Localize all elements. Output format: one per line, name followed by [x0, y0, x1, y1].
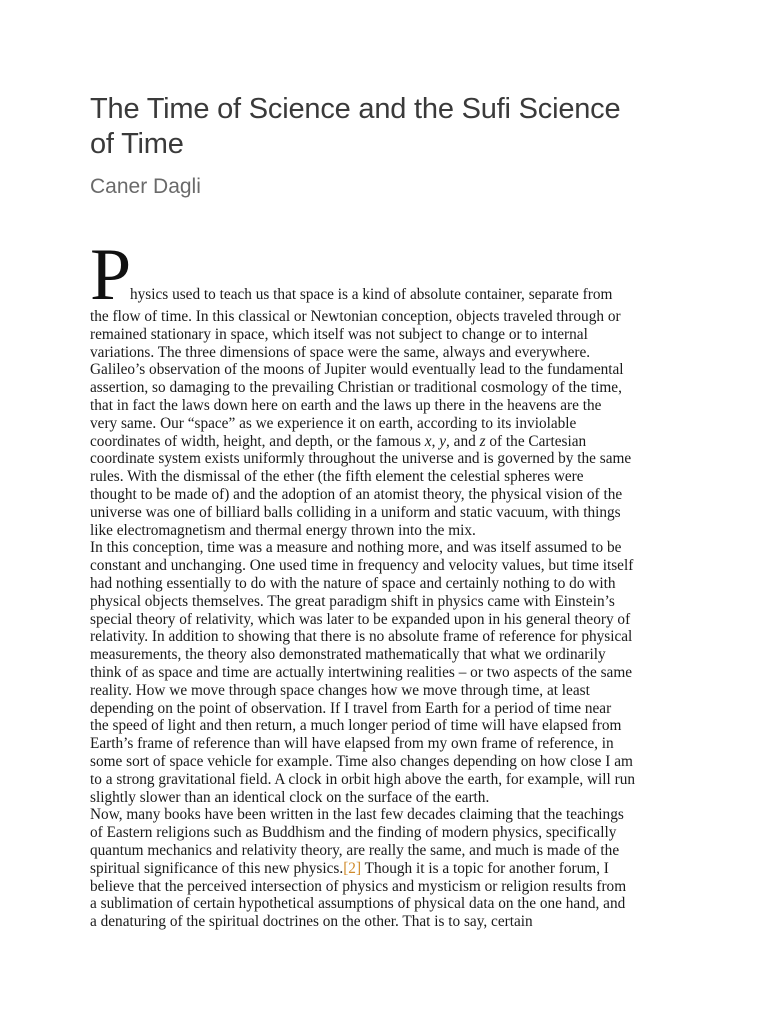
text-line: coordinates of width, height, and depth, or the famous x, y, and z of the Cartesian — [90, 432, 587, 450]
text-line: some sort of space vehicle for example. Time also changes depending on how close I am — [90, 752, 633, 770]
text-line: measurements, the theory also demonstrated mathematically that what we ordinarily — [90, 646, 606, 664]
text-line: a sublimation of certain hypothetical assumptions of physical data on the one hand, and — [90, 895, 626, 913]
title-line: of Time — [90, 128, 184, 160]
text-line: the flow of time. In this classical or Newtonian conception, objects traveled through or — [90, 308, 621, 325]
drop-cap: P — [90, 234, 132, 316]
text-line: a denaturing of the spiritual doctrines on the other. That is to say, certain — [90, 913, 533, 931]
footnote-link[interactable]: [2] — [343, 859, 362, 877]
text-line: physical objects themselves. The great paradigm shift in physics came with Einstein’s — [90, 592, 615, 610]
text-line: Earth’s frame of reference than will have elapsed from my own frame of reference, in — [90, 735, 614, 753]
text-line: had nothing essentially to do with the nature of space and certainly nothing to do with — [90, 574, 616, 592]
text-line: In this conception, time was a measure and nothing more, and was itself assumed to be — [90, 539, 622, 557]
text-line: variations. The three dimensions of space were the same, always and everywhere. — [90, 343, 591, 361]
author-name: Caner Dagli — [90, 175, 201, 198]
text-line: Galileo’s observation of the moons of Jupiter would eventually lead to the fundamental — [90, 361, 624, 379]
article-body — [90, 234, 680, 931]
text-line: special theory of relativity, which was later to be expanded upon in his general theory of — [90, 610, 631, 628]
text-line: thought to be made of) and the adoption of an atomist theory, the physical vision of the — [90, 485, 623, 503]
text-line: that in fact the laws down here on earth and the laws up there in the heavens are the — [90, 396, 602, 414]
paragraph-1 — [90, 308, 680, 539]
text-line: slightly slower than an identical clock on the surface of the earth. — [90, 788, 490, 806]
text-line: coordinate system exists uniformly throughout the universe and is governed by the same — [90, 450, 632, 468]
text-line: believe that the perceived intersection of physics and mysticism or religion results from — [90, 877, 627, 895]
text-line: depending on the point of observation. If I travel from Earth for a period of time near — [90, 699, 612, 717]
text-line: like electromagnetism and thermal energy thrown into the mix. — [90, 521, 476, 539]
title-line: The Time of Science and the Sufi Science — [90, 93, 621, 125]
text-line: remained stationary in space, which itself was not subject to change or to internal — [90, 325, 588, 343]
text-line: universe was one of billiard balls colliding in a uniform and static vacuum, with things — [90, 503, 621, 521]
text-segment: Though it is a topic for another forum, I — [361, 859, 609, 877]
text-line: the speed of light and then return, a much longer period of time will have elapsed from — [90, 717, 622, 735]
document-page — [90, 92, 680, 931]
text-line: to a strong gravitational field. A clock in orbit high above the earth, for example, will run — [90, 770, 636, 788]
text-line: assertion, so damaging to the prevailing Christian or traditional cosmology of the time, — [90, 379, 622, 397]
text-line: very same. Our “space” as we experience it on earth, according to its inviolable — [90, 414, 577, 432]
text-line: Now, many books have been written in the last few decades claiming that the teachings — [90, 806, 624, 824]
opening-line — [90, 234, 680, 316]
text-line: rules. With the dismissal of the ether (the fifth element the celestial spheres were — [90, 468, 584, 486]
text-line: quantum mechanics and relativity theory, are really the same, and much is made of the — [90, 841, 620, 859]
text-segment: spiritual significance of this new physics. — [90, 859, 344, 877]
paragraph-2 — [90, 539, 680, 806]
paragraph-3 — [90, 806, 680, 931]
text-line: reality. How we move through space changes how we move through time, at least — [90, 681, 590, 699]
text-line: relativity. In addition to showing that there is no absolute frame of reference for physical — [90, 628, 633, 646]
opening-line-text: hysics used to teach us that space is a kind of absolute container, separate from — [130, 286, 613, 303]
document-title — [90, 92, 680, 162]
text-line: think of as space and time are actually intertwining realities – or two aspects of the same — [90, 663, 633, 681]
text-line-with-footnote — [90, 860, 680, 878]
text-line: of Eastern religions such as Buddhism and the finding of modern physics, specifically — [90, 824, 617, 842]
text-line: constant and unchanging. One used time in frequency and velocity values, but time itself — [90, 557, 634, 575]
